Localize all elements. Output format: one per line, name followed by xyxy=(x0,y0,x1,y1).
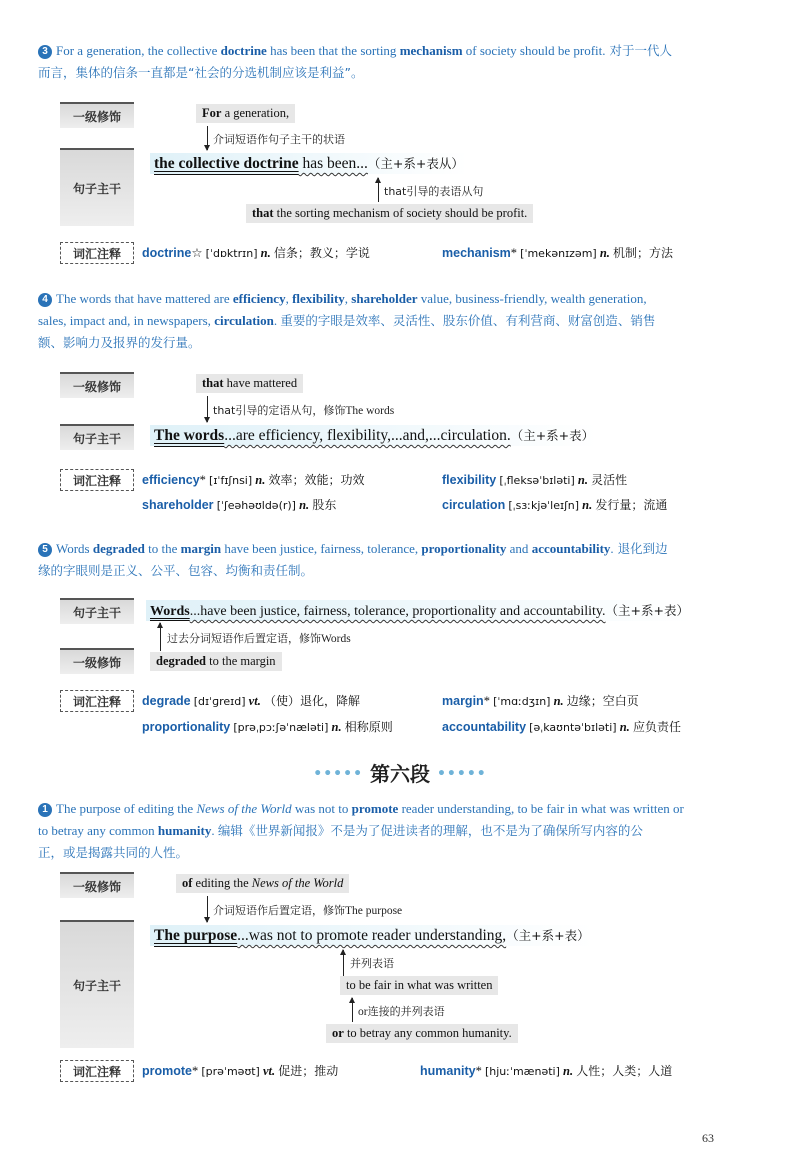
tag-modifier: 一级修饰 xyxy=(60,372,134,398)
tag-modifier: 一级修饰 xyxy=(60,102,134,128)
vocab-entry: margin* [ˈmɑːdʒɪn] n. 边缘；空白页 xyxy=(442,694,639,708)
main-clause: the collective doctrine has been...（主+系+表从） xyxy=(150,153,468,174)
arrow-down-icon xyxy=(207,126,208,150)
arrow-down-icon xyxy=(207,896,208,922)
tag-main-clause: 句子主干 xyxy=(60,920,134,1048)
vocab-label: 词汇注释 xyxy=(60,242,134,264)
modifier-phrase: that have mattered xyxy=(196,374,303,393)
modifier-phrase: degraded to the margin xyxy=(150,652,282,671)
grammar-note: that引导的定语从句，修饰The words xyxy=(213,404,395,417)
vocab-entry: flexibility [ˌfleksəˈbɪləti] n. 灵活性 xyxy=(442,473,628,487)
section-title: 第六段 xyxy=(370,762,430,786)
sentence-number: 4 xyxy=(38,293,52,307)
vocab-entry: mechanism* [ˈmekənɪzəm] n. 机制；方法 xyxy=(442,246,674,260)
clause-phrase: that the sorting mechanism of society should be profit. xyxy=(246,204,533,223)
tag-main-clause: 句子主干 xyxy=(60,148,134,226)
grammar-note: 介词短语作后置定语，修饰The purpose xyxy=(213,904,403,917)
sentence-4: 4 The words that have mattered are efficiency, flexibility, shareholder value, business-friendly, wealth generation, sales, impact and, in newspapers, circulation. 重要的字眼是效率、灵活性、股东价值、有利营商、财富创造、销售 额、影响力及报界的发行量。 xyxy=(38,291,656,350)
vocab-entry: humanity* [hjuːˈmænəti] n. 人性；人类；人道 xyxy=(420,1064,673,1078)
tag-modifier: 一级修饰 xyxy=(60,872,134,898)
grammar-note: or连接的并列表语 xyxy=(358,1005,445,1018)
tag-main-clause: 句子主干 xyxy=(60,598,134,624)
section-heading: ••••• 第六段 ••••• xyxy=(313,762,487,786)
vocab-label: 词汇注释 xyxy=(60,1060,134,1082)
arrow-up-icon xyxy=(352,998,353,1022)
vocab-label: 词汇注释 xyxy=(60,690,134,712)
tag-modifier: 一级修饰 xyxy=(60,648,134,674)
sentence-number: 5 xyxy=(38,543,52,557)
grammar-note: that引导的表语从句 xyxy=(384,185,484,198)
grammar-note: 并列表语 xyxy=(350,957,394,970)
vocab-entry: doctrine☆ [ˈdɒktrɪn] n. 信条；教义；学说 xyxy=(142,246,370,260)
grammar-note: 介词短语作句子主干的状语 xyxy=(213,133,345,146)
vocab-entry: accountability [əˌkaʊntəˈbɪləti] n. 应负责任 xyxy=(442,720,681,734)
grammar-note: 过去分词短语作后置定语，修饰Words xyxy=(167,632,351,645)
sentence-6-1: 1 The purpose of editing the News of the World was not to promote reader understanding, to be fair in what was written or to betray any common humanity. 编辑《世界新闻报》不是为了促进读者的理解，也不是为了确保所写内容的公 正，或是揭露共同的人性。 xyxy=(38,801,684,860)
vocab-label: 词汇注释 xyxy=(60,469,134,491)
coordinate-phrase: or to betray any common humanity. xyxy=(326,1024,518,1043)
tag-main-clause: 句子主干 xyxy=(60,424,134,450)
vocab-entry: proportionality [prəˌpɔːʃəˈnæləti] n. 相称原则 xyxy=(142,720,393,734)
arrow-up-icon xyxy=(378,178,379,202)
vocab-entry: circulation [ˌsɜːkjəˈleɪʃn] n. 发行量；流通 xyxy=(442,498,668,512)
vocab-entry: degrade [dɪˈɡreɪd] vt. （使）退化，降解 xyxy=(142,694,360,708)
modifier-phrase: For a generation, xyxy=(196,104,295,123)
arrow-up-icon xyxy=(160,623,161,651)
main-clause: The purpose...was not to promote reader understanding,（主+系+表） xyxy=(150,925,594,946)
page-number: 63 xyxy=(702,1131,714,1145)
vocab-entry: efficiency* [ɪˈfɪʃnsi] n. 效率；效能；功效 xyxy=(142,473,365,487)
vocab-entry: promote* [prəˈməʊt] vt. 促进；推动 xyxy=(142,1064,339,1078)
sentence-5: 5 Words degraded to the margin have been justice, fairness, tolerance, proportionality and accountability. 退化到边 缘的字眼则是正义、公平、包容、均衡和责任制。 xyxy=(38,541,668,578)
modifier-phrase: of editing the News of the World xyxy=(176,874,349,893)
coordinate-phrase: to be fair in what was written xyxy=(340,976,498,995)
arrow-down-icon xyxy=(207,396,208,422)
sentence-3: 3 For a generation, the collective doctrine has been that the sorting mechanism of society should be profit. 对于一代人 而言，集体的信条一直都是“社会的分选机制应该是利益”。 xyxy=(38,43,672,80)
arrow-up-icon xyxy=(343,950,344,976)
sentence-number: 3 xyxy=(38,45,52,59)
main-clause: The words...are efficiency, flexibility,...and,...circulation.（主+系+表） xyxy=(150,425,598,446)
vocab-entry: shareholder [ˈʃeəhəʊldə(r)] n. 股东 xyxy=(142,498,337,512)
main-clause: Words...have been justice, fairness, tolerance, proportionality and accountability.（主+系+表） xyxy=(146,600,693,621)
sentence-number: 1 xyxy=(38,803,52,817)
